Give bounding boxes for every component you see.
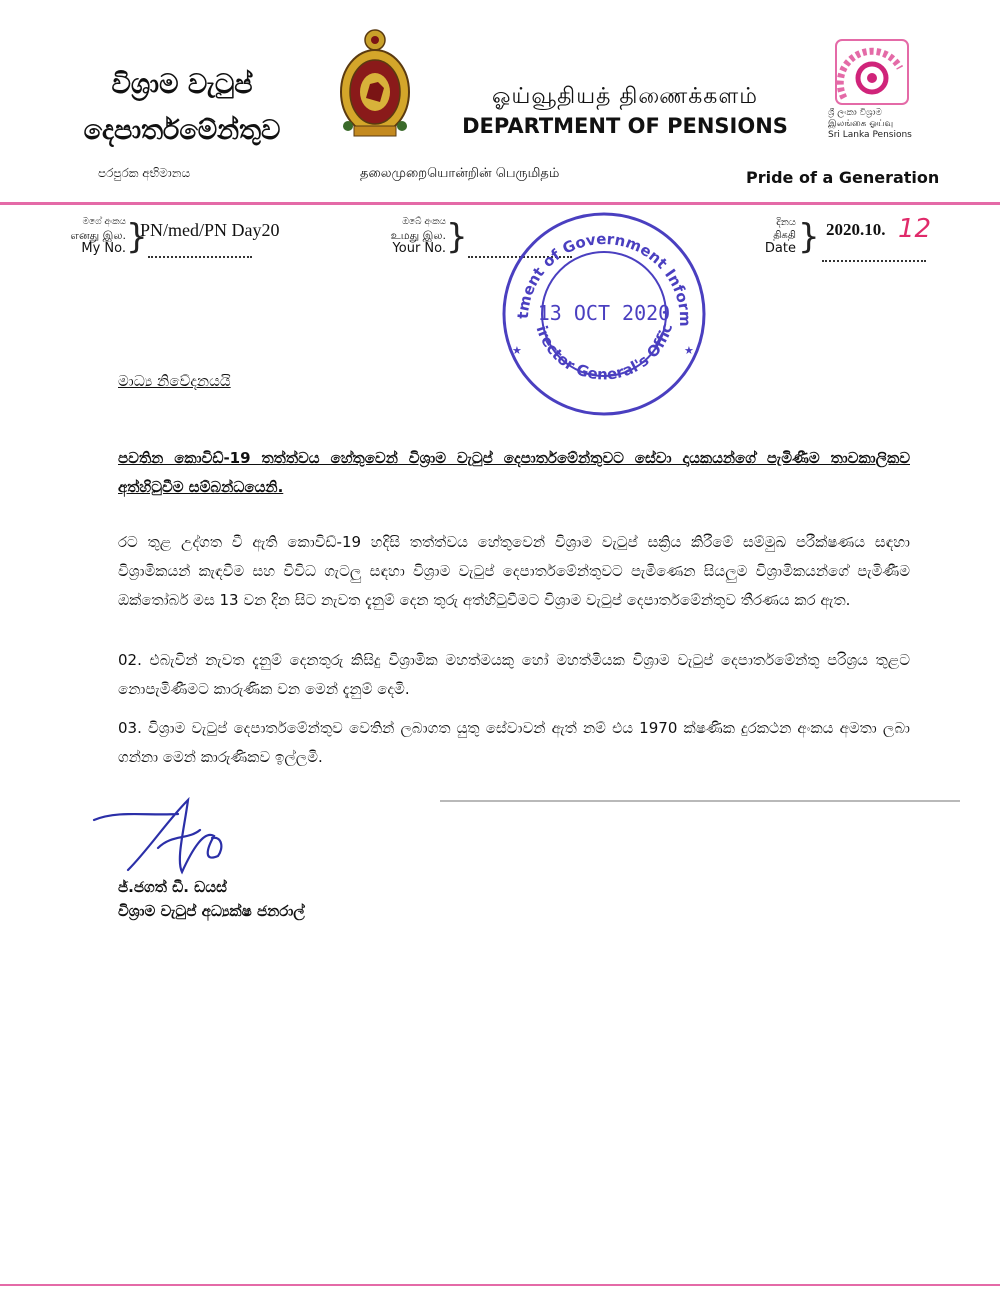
body-paragraph-1: රට තුළ උද්ගත වී ඇති කොවිඩ්-19 හදිසි තත්ත්වය හේතුවෙන් විශ්‍රාම වැටුප් සක්‍රිය කිරීමේ සම්මුඛ පරීක්ෂණය සඳහා විශ්‍රාමිකයන් කැඳවීම සහ විවිධ ගැටලු සඳහා විශ්‍රාම වැටුප් දෙපාර්තමේන්තුවට පැමිණෙන සියලුම විශ්‍රාමිකයන්ගේ පැමිණීම ඔක්තෝබර් මස 13 වන දින සිට නැවත දැනුම් දෙන තුරු අත්හිටුවීමට විශ්‍රාම වැටුප් දෙපාර්තමේන්තුව තීරණය කර ඇත. — [118, 533, 910, 609]
brace-icon: } — [798, 217, 820, 257]
national-emblem — [336, 26, 414, 144]
scan-artifact-line — [440, 800, 960, 802]
signatory-name: ජ්.ජගත් ඩී. ඩයස් — [118, 878, 227, 896]
handwritten-signature — [88, 790, 268, 890]
motto-english: Pride of a Generation — [746, 168, 940, 187]
subject-line: පවතින කොවිඩ්-19 තත්ත්වය හේතුවෙන් විශ්‍රාම වැටුප් දෙපාර්තමේන්තුවට සේවා දායකයන්ගේ පැමිණීම තාවකාලිකව අත්හිටුවීම සම්බන්ධයෙනි. — [118, 449, 910, 496]
media-release-heading: මාධ්‍ය නිවේදනයයි — [118, 372, 231, 390]
my-no-label-tamil: எனது இல. — [70, 229, 126, 242]
dept-name-sinhala — [62, 62, 302, 154]
my-no-label — [50, 216, 126, 255]
header-divider — [0, 202, 1000, 205]
date-label — [752, 216, 796, 255]
date-handwritten-day: 12 — [898, 214, 932, 244]
brace-icon: } — [446, 217, 468, 257]
body-paragraph-3: 03. විශ්‍රාම වැටුප් දෙපාර්තමේන්තුව වෙතින් ලබාගත යුතු සේවාවන් ඇත් නම් එය 1970 ක්ෂණික දුරකථන අංකය අමතා ලබා ගන්නා මෙන් කාරුණිකව ඉල්ලමි. — [118, 719, 910, 766]
your-no-label — [364, 216, 446, 255]
star-icon: ★ — [512, 344, 522, 357]
my-no-label-english: My No. — [81, 241, 126, 256]
your-no-label-tamil: உமது இல. — [390, 229, 446, 242]
star-icon: ★ — [684, 344, 694, 357]
dept-name-sinhala-line1: විශ්‍රාම වැටුප් — [111, 69, 253, 100]
government-information-stamp — [498, 208, 710, 420]
my-no-dotted-line — [148, 256, 252, 258]
dept-name-tamil: ஓய்வூதியத் திணைக்களம் — [492, 84, 758, 109]
date-label-sinhala: දිනය — [776, 217, 796, 228]
date-value: 2020.10. — [826, 220, 886, 239]
logo-caption-line1: ශ්‍රී ලංකා විශ්‍රාම — [828, 108, 882, 118]
date-dotted-line — [822, 260, 926, 262]
body-paragraph-2: 02. එබැවින් නැවත දැනුම් දෙනතුරු කිසිදු විශ්‍රාමික මහත්මයකු හෝ මහත්මියක විශ්‍රාම වැටුප් දෙපාර්තමේන්තු පරිශ්‍රය තුළට නොපැමිණීමට කාරුණික වන මෙන් දැනුම් දෙමි. — [118, 651, 910, 698]
stamp-outer-text: tment of Government Inform — [513, 229, 695, 327]
logo-caption-line2: இலங்கை ஓய்வு — [828, 119, 894, 129]
date-label-english: Date — [764, 241, 796, 256]
motto-tamil: தலைமுறையொன்றின் பெருமிதம் — [360, 166, 560, 181]
your-no-label-sinhala: ඔබේ අංකය — [402, 217, 446, 227]
date-label-tamil: திகதி — [773, 230, 796, 241]
logo-caption-line3: Sri Lanka Pensions — [828, 130, 912, 140]
my-no-value: PN/med/PN Day20 — [140, 220, 280, 240]
stamp-date: 13 OCT 2020 — [537, 301, 671, 325]
dept-name-english: DEPARTMENT OF PENSIONS — [462, 114, 788, 138]
logo-caption — [828, 108, 918, 141]
sri-lanka-pensions-logo — [834, 38, 910, 106]
dept-name-sinhala-line2: දෙපාර්තමේන්තුව — [83, 115, 281, 146]
motto-sinhala: පරපුරක අභිමානය — [98, 166, 191, 180]
my-no-label-sinhala: මගේ අංකය — [82, 217, 126, 227]
signatory-title: විශ්‍රාම වැටුප් අධ්‍යක්ෂ ජනරාල් — [118, 902, 305, 920]
brace-icon: } — [126, 217, 148, 257]
footer-divider — [0, 1284, 1000, 1286]
your-no-label-english: Your No. — [392, 241, 446, 256]
stamp-inner-text: irector General's Office — [532, 321, 677, 384]
